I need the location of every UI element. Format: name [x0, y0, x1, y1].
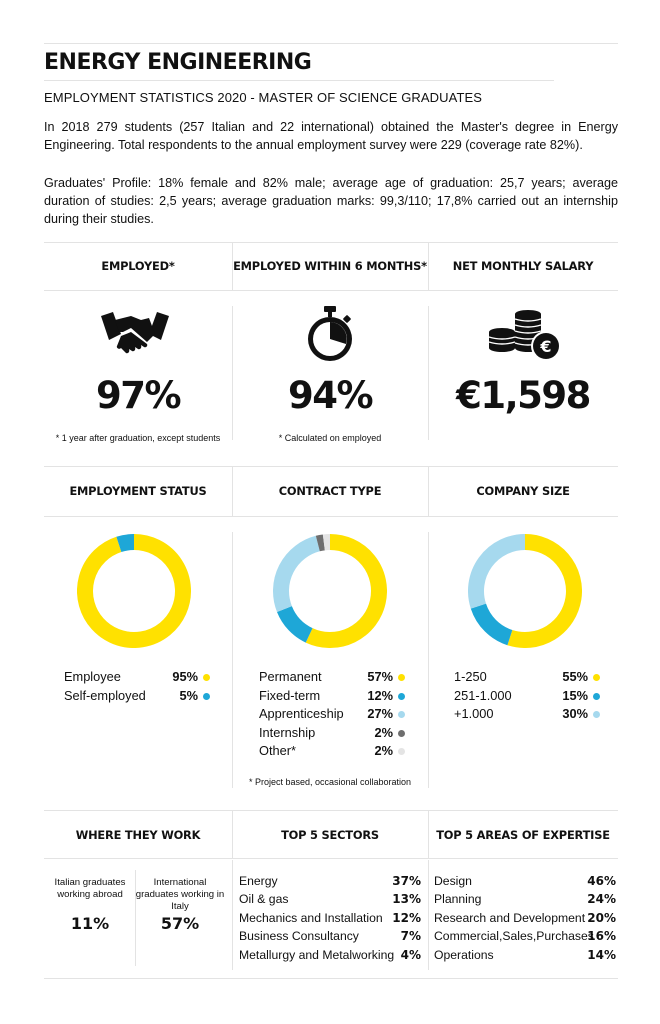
- column-divider: [232, 860, 233, 970]
- legend-label: Internship: [259, 724, 316, 740]
- legend-swatch: [398, 711, 405, 718]
- legend-item: [259, 725, 405, 744]
- legend-item: [64, 688, 210, 707]
- list-item-value: 12%: [392, 910, 421, 925]
- legend-item: [259, 669, 405, 688]
- legend-value: 57%: [367, 669, 393, 684]
- legend-label: 251-1.000: [454, 687, 512, 703]
- legend-label: Self-employed: [64, 687, 146, 703]
- handshake-icon: [101, 310, 169, 358]
- italian-abroad-value: 11%: [70, 914, 110, 933]
- company-size-heading: COMPANY SIZE: [476, 484, 570, 498]
- list-item-value: 7%: [400, 929, 421, 944]
- employed-value: 97%: [95, 374, 181, 417]
- list-item-value: 14%: [587, 947, 616, 962]
- employed-heading: EMPLOYED*: [101, 259, 175, 273]
- contract-type-legend: [259, 669, 405, 762]
- legend-label: +1.000: [454, 706, 494, 721]
- page-subtitle: EMPLOYMENT STATISTICS 2020 - MASTER OF SCIENCE GRADUATES: [44, 90, 483, 105]
- section-divider: [44, 466, 618, 467]
- stopwatch-icon: [305, 306, 355, 364]
- legend-value: 55%: [562, 669, 588, 684]
- legend-value: 12%: [367, 687, 393, 703]
- donut-slice-self-employed: [119, 542, 134, 544]
- list-item: [434, 929, 616, 947]
- legend-swatch: [398, 748, 405, 755]
- list-item-value: 24%: [587, 892, 616, 907]
- legend-label: 1-250: [454, 669, 487, 684]
- list-item: [434, 948, 616, 966]
- legend-swatch: [593, 711, 600, 718]
- employment-status-donut: [77, 534, 191, 648]
- page-title: ENERGY ENGINEERING: [44, 50, 312, 75]
- top-expertise-heading: TOP 5 AREAS OF EXPERTISE: [436, 828, 610, 842]
- legend-label: Apprenticeship: [259, 706, 344, 721]
- section-divider: [44, 810, 618, 811]
- list-item: [434, 874, 616, 892]
- top-sectors-list: [239, 874, 421, 966]
- list-item-label: Metallurgy and Metalworking: [239, 947, 395, 962]
- list-item-value: 4%: [400, 947, 421, 962]
- contract-type-note: * Project based, occasional collaboration: [248, 777, 412, 787]
- list-item-label: Commercial,Sales,Purchases: [434, 929, 594, 944]
- legend-label: Fixed-term: [259, 687, 321, 703]
- list-item-label: Oil & gas: [239, 892, 289, 907]
- international-italy-value: 57%: [160, 914, 200, 933]
- where-they-work-heading: WHERE THEY WORK: [75, 828, 201, 842]
- legend-label: Permanent: [259, 669, 322, 684]
- legend-swatch: [203, 693, 210, 700]
- legend-value: 30%: [562, 706, 588, 721]
- legend-swatch: [593, 693, 600, 700]
- top-expertise-list: [434, 874, 616, 966]
- employment-status-heading: EMPLOYMENT STATUS: [69, 484, 207, 498]
- legend-value: 5%: [179, 687, 198, 703]
- donut-slice-internship: [318, 542, 324, 543]
- legend-item: [454, 706, 600, 725]
- list-item: [239, 948, 421, 966]
- list-item: [239, 892, 421, 910]
- legend-value: 2%: [374, 724, 393, 740]
- section-divider: [44, 290, 618, 291]
- legend-item: [259, 743, 405, 762]
- top-divider: [44, 43, 618, 44]
- list-item-label: Business Consultancy: [239, 929, 359, 944]
- legend-item: [259, 688, 405, 707]
- legend-swatch: [203, 674, 210, 681]
- profile-paragraph: Graduates' Profile: 18% female and 82% male; average age of graduation: 25,7 years; average duration of studies: 2,5 years; average graduation marks: 99,3/110; 17,8% carried out an internship during their studies.: [44, 176, 618, 226]
- list-item-label: Planning: [434, 892, 482, 907]
- contract-type-heading: CONTRACT TYPE: [278, 484, 382, 498]
- column-divider: [428, 860, 429, 970]
- legend-value: 2%: [374, 743, 393, 758]
- italian-abroad-label: Italian graduates working abroad: [54, 877, 126, 900]
- donut-slice-1-250: [510, 542, 574, 640]
- list-item-value: 16%: [587, 929, 616, 944]
- column-divider: [232, 306, 233, 440]
- list-item-value: 13%: [392, 892, 421, 907]
- list-item-label: Operations: [434, 947, 494, 962]
- legend-label: Employee: [64, 669, 121, 684]
- legend-swatch: [398, 730, 405, 737]
- donut-slice-251-1-000: [478, 606, 509, 637]
- coins-euro-icon: [488, 310, 564, 362]
- employment-status-legend: [64, 669, 210, 706]
- legend-item: [64, 669, 210, 688]
- international-italy-label: International graduates working in Italy: [135, 877, 225, 912]
- donut-slice--1-000: [476, 542, 525, 606]
- legend-value: 15%: [562, 687, 588, 703]
- list-item: [434, 892, 616, 910]
- donut-slice-apprenticeship: [281, 544, 318, 609]
- section-divider: [44, 978, 618, 979]
- legend-label: Other*: [259, 743, 296, 758]
- contract-type-donut: [273, 534, 387, 648]
- list-item: [239, 929, 421, 947]
- top-sectors-heading: TOP 5 SECTORS: [281, 828, 379, 842]
- column-divider: [232, 532, 233, 788]
- salary-value: €1,598: [456, 374, 590, 417]
- donut-slice-permanent: [309, 542, 379, 640]
- legend-item: [259, 706, 405, 725]
- title-divider: [44, 80, 554, 81]
- list-item-label: Energy: [239, 874, 278, 888]
- legend-value: 95%: [172, 669, 198, 684]
- intro-paragraph: In 2018 279 students (257 Italian and 22 international) obtained the Master's degree in Energy Engineering. Total respondents to the annual employment survey were 229 (coverage rate 82%).: [44, 120, 618, 152]
- list-item-label: Mechanics and Installation: [239, 910, 383, 925]
- section-divider: [44, 516, 618, 517]
- legend-swatch: [593, 674, 600, 681]
- company-size-donut: [468, 534, 582, 648]
- list-item-label: Research and Development: [434, 910, 586, 925]
- section-divider: [44, 858, 618, 859]
- svg-text:€: €: [540, 337, 552, 356]
- employed-6months-value: 94%: [287, 374, 373, 417]
- list-item-label: Design: [434, 874, 472, 888]
- list-item: [239, 911, 421, 929]
- column-divider: [428, 532, 429, 788]
- list-item: [434, 911, 616, 929]
- legend-value: 27%: [367, 706, 393, 721]
- company-size-legend: [454, 669, 600, 725]
- list-item-value: 46%: [587, 874, 616, 888]
- legend-item: [454, 669, 600, 688]
- employed-note: * 1 year after graduation, except students: [55, 433, 221, 443]
- employed-6months-note: * Calculated on employed: [278, 433, 382, 443]
- list-item: [239, 874, 421, 892]
- employed-6months-heading: EMPLOYED WITHIN 6 MONTHS*: [233, 259, 427, 273]
- salary-heading: NET MONTHLY SALARY: [452, 259, 594, 273]
- legend-swatch: [398, 693, 405, 700]
- legend-swatch: [398, 674, 405, 681]
- donut-slice-fixed-term: [284, 609, 309, 635]
- column-divider: [428, 306, 429, 440]
- section-divider: [44, 242, 618, 243]
- legend-item: [454, 688, 600, 707]
- donut-slice-employee: [85, 542, 183, 640]
- list-item-value: 20%: [587, 910, 616, 925]
- list-item-value: 37%: [392, 874, 421, 888]
